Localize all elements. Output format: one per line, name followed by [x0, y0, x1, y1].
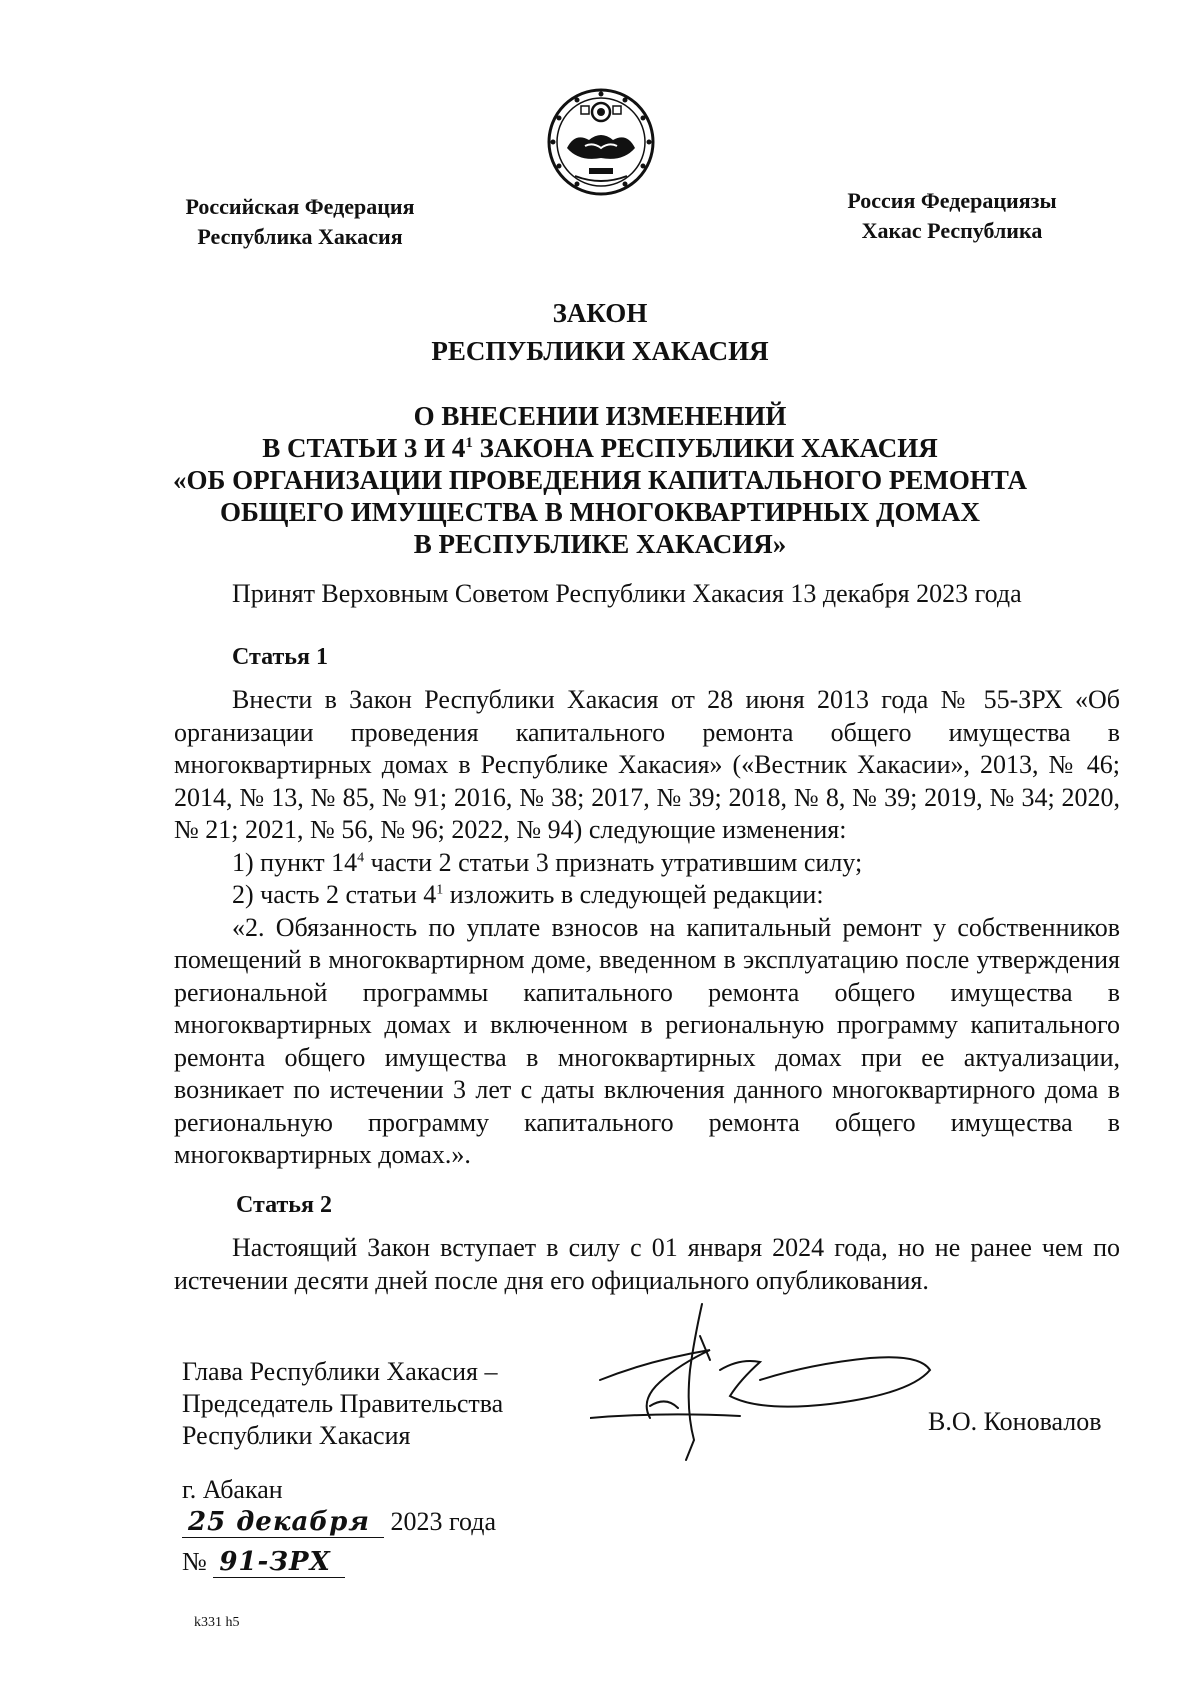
heading-line2 [120, 432, 1080, 464]
header-left-line1: Российская Федерация [185, 194, 415, 219]
signatory-role-line3: Республики Хакасия [182, 1421, 411, 1450]
header-left-line2: Республика Хакасия [197, 224, 403, 249]
signatory-role-line2: Председатель Правительства [182, 1389, 504, 1418]
item-1-tail: части 2 статьи 3 признать утратившим силу; [364, 847, 863, 877]
header-left [160, 192, 440, 252]
header-right-line2: Хакас Республика [861, 218, 1043, 243]
date-year: 2023 года [390, 1507, 497, 1536]
emblem-of-khakassia-icon [545, 86, 657, 198]
heading-line2-tail: ЗАКОНА РЕСПУБЛИКИ ХАКАСИЯ [472, 433, 938, 463]
law-heading [120, 400, 1080, 560]
heading-line1: О ВНЕСЕНИИ ИЗМЕНЕНИЙ [413, 401, 787, 431]
date-line [182, 1504, 496, 1540]
header-right-line1: Россия Федерациязы [847, 188, 1057, 213]
article-2-body [174, 1232, 1120, 1297]
article-1-body [174, 684, 1120, 1172]
heading-line2-text: В СТАТЬИ 3 И 4 [262, 433, 466, 463]
law-subtitle: РЕСПУБЛИКИ ХАКАСИЯ [431, 336, 769, 366]
article-2-text: Настоящий Закон вступает в силу с 01 января 2024 года, но не ранее чем по истечении десяти дней после дня его официального опубликования. [174, 1233, 1120, 1295]
article-1-title: Статья 1 [232, 644, 328, 670]
handwritten-signature [590, 1300, 950, 1470]
place: г. Абакан [182, 1475, 283, 1504]
heading-line3: «ОБ ОРГАНИЗАЦИИ ПРОВЕДЕНИЯ КАПИТАЛЬНОГО РЕМОНТА [173, 465, 1027, 495]
signatory-name: В.О. Коновалов [928, 1407, 1102, 1436]
item-2-sup: 1 [436, 882, 444, 898]
header-right [832, 186, 1072, 246]
article-1-quote: «2. Обязанность по уплате взносов на капитальный ремонт у собственников помещений в многоквартирном доме, введенном в эксплуатацию после утверждения региональной программы капитального ремонта общего имущества в многоквартирных домах и включенном в региональную программу капитального ремонта общего имущества в многоквартирных домах при ее актуализации, возникает по истечении 3 лет с даты включения данного многоквартирного дома в региональную программу капитального ремонта общего имущества в многоквартирных домах.». [174, 912, 1120, 1169]
item-1-text: 1) пункт 14 [232, 847, 358, 877]
document-code: k331 h5 [194, 1615, 240, 1630]
law-title: ЗАКОН [552, 298, 648, 328]
article-2-title: Статья 2 [236, 1192, 332, 1218]
law-number-line [182, 1544, 345, 1580]
heading-line5: В РЕСПУБЛИКЕ ХАКАСИЯ» [413, 529, 787, 559]
signatory-role-line1: Глава Республики Хакасия – [182, 1357, 498, 1386]
item-2-text: 2) часть 2 статьи 4 [232, 880, 437, 909]
article-1-item-1 [174, 847, 1120, 880]
heading-line2-sup: 1 [465, 435, 473, 451]
item-1-sup: 4 [357, 849, 365, 865]
handwritten-number: 91-ЗРХ [213, 1547, 345, 1578]
item-2-tail: изложить в следующей редакции: [443, 880, 824, 909]
heading-line4: ОБЩЕГО ИМУЩЕСТВА В МНОГОКВАРТИРНЫХ ДОМАХ [219, 497, 981, 527]
number-prefix: № [182, 1547, 207, 1576]
signatory-role [182, 1356, 503, 1452]
handwritten-date: 25 декабря [182, 1507, 384, 1538]
adoption-note: Принят Верховным Советом Республики Хакасия 13 декабря 2023 года [232, 579, 1022, 608]
article-1-item-2 [174, 879, 1120, 912]
article-1-intro: Внести в Закон Республики Хакасия от 28 июня 2013 года № 55-ЗРХ «Об организации проведения капитального ремонта общего имущества в многоквартирных домах в Республике Хакасия» («Вестник Хакасии», 2013, № 46; 2014, № 13, № 85, № 91; 2016, № 38; 2017, № 39; 2018, № 8, № 39; 2019, № 34; 2020, № 21; 2021, № 56, № 96; 2022, № 94) следующие изменения: [174, 685, 1120, 844]
